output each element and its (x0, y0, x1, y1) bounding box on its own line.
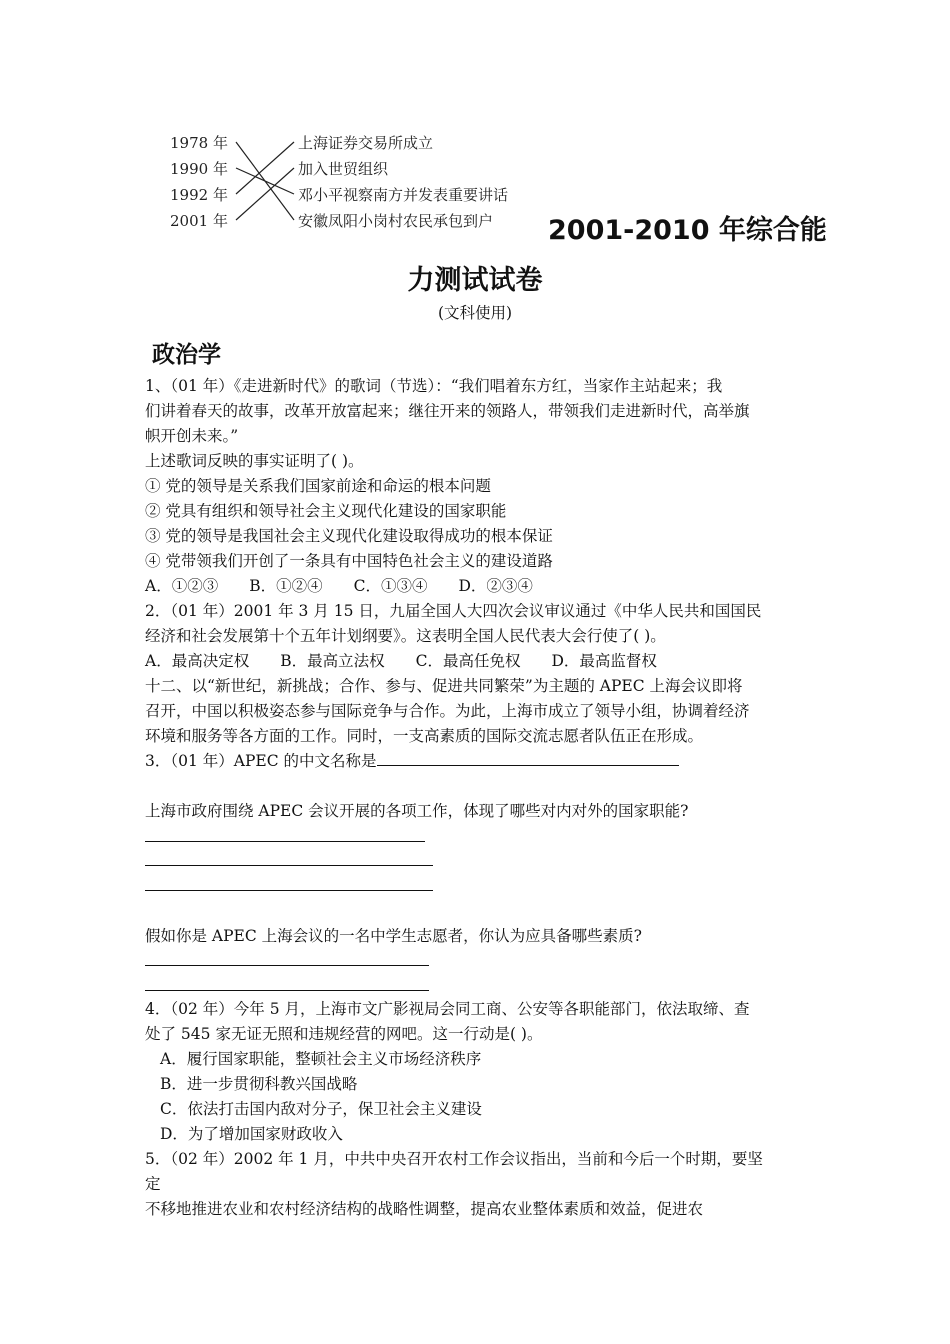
q2-options: A．最高决定权 B．最高立法权 C．最高任免权 D．最高监督权 (145, 652, 657, 670)
q1-line-1: 1、（01 年）《走进新时代》的歌词（节选）：“我们唱着东方红，当家作主站起来；我 (145, 377, 723, 395)
match-line-1990 (236, 168, 294, 194)
q2-line-1: 2．（01 年）2001 年 3 月 15 日，九届全国人大四次会议审议通过《中华人民共和国国民 (145, 602, 762, 620)
page-title-part1: 2001-2010 年综合能 (548, 215, 827, 246)
q2-line-2: 经济和社会发展第十个五年计划纲要》。这表明全国人民代表大会行使了( )。 (145, 627, 666, 645)
q1-line-2: 们讲着春天的故事，改革开放富起来；继往开来的领路人，带领我们走进新时代，高举旗 (145, 402, 750, 420)
q1-stem: 上述歌词反映的事实证明了( )。 (145, 452, 364, 470)
matching-lines (232, 128, 302, 238)
event-1: 上海证券交易所成立 (298, 134, 434, 152)
year-1992: 1992 年 (170, 186, 228, 204)
match-line-2001 (236, 168, 294, 220)
sec12-line-3: 环境和服务等各方面的工作。同时，一支高素质的国际交流志愿者队伍正在形成。 (145, 727, 704, 745)
q4-option-b: B．进一步贯彻科教兴国战略 (160, 1075, 358, 1093)
q1-item-3: ③ 党的领导是我国社会主义现代化建设取得成功的根本保证 (145, 527, 553, 545)
page-title-part2: 力测试试卷 (407, 265, 543, 296)
section-heading: 政治学 (152, 342, 221, 368)
event-4: 安徽凤阳小岗村农民承包到户 (298, 212, 494, 230)
matching-diagram (170, 128, 550, 238)
q3-text: 3．（01 年）APEC 的中文名称是 (145, 752, 377, 770)
q5-line-3: 不移地推进农业和农村经济结构的战略性调整，提高农业整体素质和效益，促进农 (145, 1200, 704, 1218)
sec12-line-2: 召开，中国以积极姿态参与国际竞争与合作。为此，上海市成立了领导小组，协调着经济 (145, 702, 750, 720)
answer-line-3[interactable] (145, 890, 433, 891)
q3-answer-blank[interactable] (377, 751, 679, 766)
q1-item-1: ① 党的领导是关系我们国家前途和命运的根本问题 (145, 477, 491, 495)
q1-line-3: 帜开创未来。” (145, 427, 239, 445)
q1-options: A．①②③ B．①②④ C．①③④ D．②③④ (145, 577, 533, 595)
year-1990: 1990 年 (170, 160, 228, 178)
q4-option-c: C．依法打击国内敌对分子，保卫社会主义建设 (160, 1100, 482, 1118)
q1-item-4: ④ 党带领我们开创了一条具有中国特色社会主义的建设道路 (145, 552, 553, 570)
q4-line-1: 4．（02 年）今年 5 月，上海市文广影视局会同工商、公安等各职能部门，依法取缔、查 (145, 1000, 750, 1018)
year-2001: 2001 年 (170, 212, 228, 230)
q3-sub-question-1: 上海市政府围绕 APEC 会议开展的各项工作，体现了哪些对内对外的国家职能? (145, 802, 689, 820)
q4-line-2: 处了 545 家无证无照和违规经营的网吧。这一行动是( )。 (145, 1025, 543, 1043)
year-1978: 1978 年 (170, 134, 228, 152)
answer-line-4[interactable] (145, 965, 429, 966)
answer-line-1[interactable] (145, 841, 425, 842)
q5-line-2: 定 (145, 1175, 161, 1193)
event-3: 邓小平视察南方并发表重要讲话 (298, 186, 509, 204)
q3-line (145, 749, 679, 773)
q5-line-1: 5．（02 年）2002 年 1 月，中共中央召开农村工作会议指出，当前和今后一个时期，要坚 (145, 1150, 763, 1168)
answer-line-2[interactable] (145, 865, 433, 866)
q4-option-d: D．为了增加国家财政收入 (160, 1125, 343, 1143)
q4-option-a: A．履行国家职能，整顿社会主义市场经济秩序 (160, 1050, 482, 1068)
subtitle: (文科使用) (437, 304, 513, 322)
q1-item-2: ② 党具有组织和领导社会主义现代化建设的国家职能 (145, 502, 507, 520)
answer-line-5[interactable] (145, 990, 429, 991)
event-2: 加入世贸组织 (298, 160, 389, 178)
sec12-line-1: 十二、以“新世纪，新挑战；合作、参与、促进共同繁荣”为主题的 APEC 上海会议即将 (145, 677, 743, 695)
match-line-1992 (236, 142, 294, 194)
q3-sub-question-2: 假如你是 APEC 上海会议的一名中学生志愿者，你认为应具备哪些素质? (145, 927, 642, 945)
